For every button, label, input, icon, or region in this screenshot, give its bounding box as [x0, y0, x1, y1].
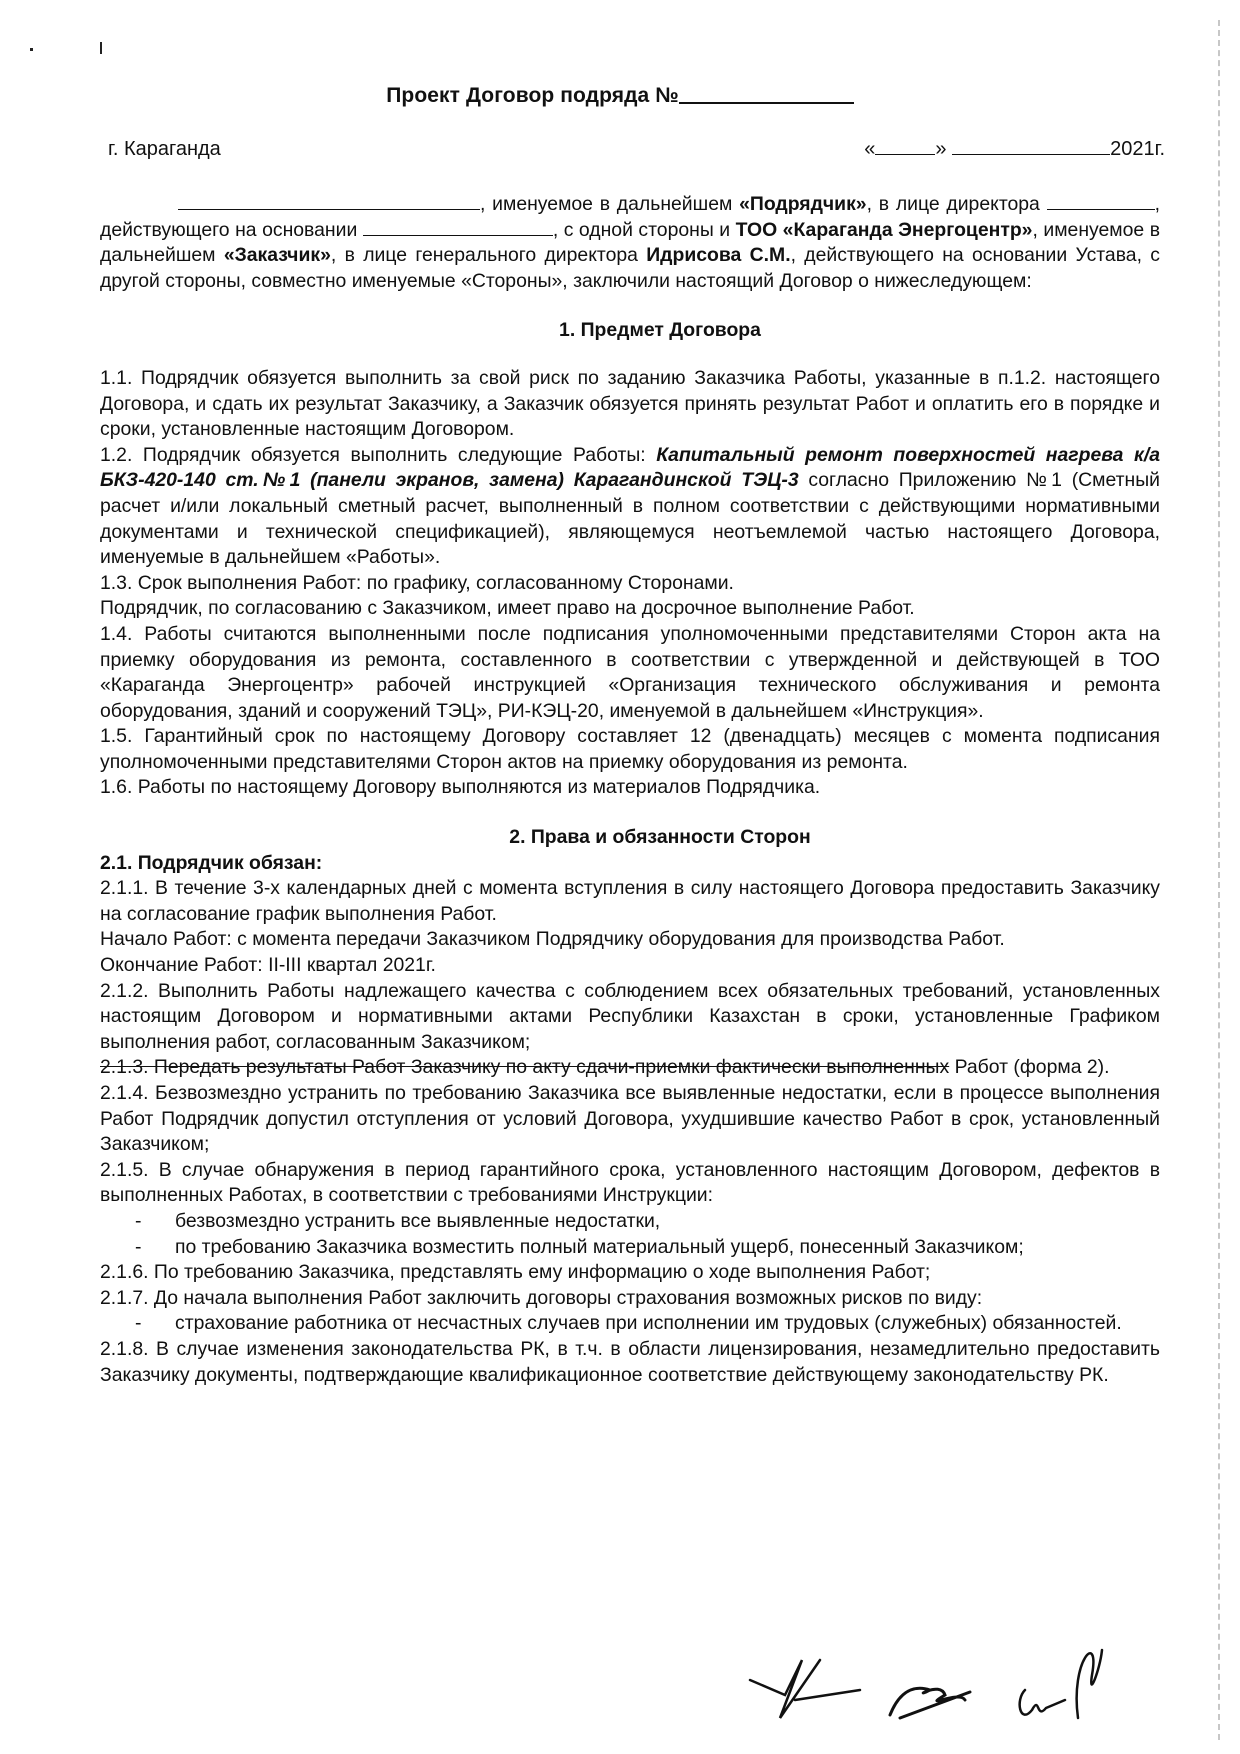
- list-item: - по требованию Заказчика возместить полный материальный ущерб, понесенный Заказчиком;: [100, 1235, 1160, 1261]
- signatures: [740, 1600, 1180, 1740]
- scan-mark: [100, 42, 102, 54]
- clause-1-3-note: Подрядчик, по согласованию с Заказчиком, имеет право на досрочное выполнение Работ.: [100, 597, 915, 620]
- clause-2-1-4: 2.1.4. Безвозмездно устранить по требованию Заказчика все выявленные недостатки, если в процессе выполнения Работ Подрядчик допустил отступления от условий Договора, ухудшившие качество Работ в срок, установленный Заказчиком;: [100, 1082, 1160, 1156]
- document-title: Проект Договор подряда №: [0, 84, 1240, 108]
- city: г. Караганда: [108, 138, 221, 160]
- clause-1-4: 1.4. Работы считаются выполненными после подписания уполномоченными представителями Сторон акта на приемку оборудования из ремонта, составленного в соответствии с утвержденной и действующей в ТОО «Караганда Энергоцентр» рабочей инструкцией «Организация технического обслуживания и ремонта оборудования, зданий и сооружений ТЭЦ», РИ-КЭЦ-20, именуемой в дальнейшем «Инструкция».: [100, 622, 1160, 722]
- section-heading: 1. Предмет Договора: [559, 319, 761, 342]
- struck-text: 2.1.3. Передать результаты Работ Заказчику по акту сдачи-приемки фактически выполненных: [100, 1056, 950, 1079]
- works-end: Окончание Работ: II-III квартал 2021г.: [100, 954, 436, 977]
- clause-1-1: 1.1. Подрядчик обязуется выполнить за свой риск по заданию Заказчика Работы, указанные в п.1.2. настоящего Договора, и сдать их результат Заказчику, а Заказчик обязуется принять результат Работ и оплатить его в порядке и сроки, установленные настоящим Договором.: [100, 366, 1160, 441]
- clause-2-1-2: 2.1.2. Выполнить Работы надлежащего качества с соблюдением всех обязательных требований, установленных настоящим Договором и нормативными актами Республики Казахстан в сроки, установленные Графиком выполнения работ, согласованным Заказчиком;: [100, 979, 1160, 1053]
- section-heading: 2. Права и обязанности Сторон: [509, 826, 811, 849]
- clause-2-1-6: 2.1.6. По требованию Заказчика, представлять ему информацию о ходе выполнения Работ;: [100, 1261, 931, 1284]
- clause-1-2: 1.2. Подрядчик обязуется выполнить следующие Работы: Капитальный ремонт поверхностей нагрева к/а БКЗ-420-140 ст.№1 (панели экранов, замена) Карагандинской ТЭЦ-3 согласно Приложению №1 (Сметный расчет и/или локальный сметный расчет, выполненный в полном соответствии с действующими нормативными документами и технической спецификацией), являющемуся неотъемлемой частью настоящего Договора, именуемые в дальнейшем «Работы».: [100, 443, 1160, 569]
- preamble: , именуемое в дальнейшем «Подрядчик», в лице директора , действующего на основании , с одной стороны и ТОО «Караганда Энергоцентр», именуемое в дальнейшем «Заказчик», в лице генерального директора Идрисова С.М., действующего на основании Устава, с другой стороны, совместно именуемые «Стороны», заключили настоящий Договор о нижеследующем:: [100, 193, 1160, 292]
- contract-date: « » 2021г.: [864, 138, 1165, 160]
- scan-edge: [1218, 20, 1226, 1740]
- signature-1: [750, 1660, 860, 1718]
- subsection-heading: 2.1. Подрядчик обязан:: [100, 851, 323, 874]
- scan-mark: [30, 48, 33, 51]
- works-start: Начало Работ: с момента передачи Заказчиком Подрядчику оборудования для производства Работ.: [100, 928, 1005, 951]
- signature-2: [890, 1688, 970, 1718]
- signature-3: [1020, 1650, 1102, 1718]
- clause-1-5: 1.5. Гарантийный срок по настоящему Договору составляет 12 (двенадцать) месяцев с момента подписания уполномоченными представителями Сторон актов на приемку оборудования из ремонта.: [100, 725, 1160, 773]
- clause-1-3: 1.3. Срок выполнения Работ: по графику, согласованному Сторонами.: [100, 571, 734, 594]
- list-item: - безвозмездно устранить все выявленные недостатки,: [100, 1209, 1160, 1235]
- document-body: [100, 192, 1160, 1388]
- clause-2-1-7: 2.1.7. До начала выполнения Работ заключить договоры страхования возможных рисков по виду:: [100, 1286, 983, 1309]
- clause-2-1-1: 2.1.1. В течение 3-х календарных дней с момента вступления в силу настоящего Договора предоставить Заказчику на согласование график выполнения Работ.: [100, 877, 1160, 925]
- clause-2-1-5: 2.1.5. В случае обнаружения в период гарантийного срока, установленного настоящим Договором, дефектов в выполненных Работах, в соответствии с требованиями Инструкции:: [100, 1158, 1160, 1207]
- clause-2-1-8: 2.1.8. В случае изменения законодательства РК, в т.ч. в области лицензирования, незамедлительно предоставить Заказчику документы, подтверждающие квалификационное соответствие действующему законодательству РК.: [100, 1337, 1160, 1386]
- clause-2-1-3: 2.1.3. Передать результаты Работ Заказчику по акту сдачи-приемки фактически выполненных Работ (форма 2).: [100, 1056, 1110, 1079]
- list-item: - страхование работника от несчастных случаев при исполнении им трудовых (служебных) обязанностей.: [100, 1311, 1160, 1337]
- clause-1-6: 1.6. Работы по настоящему Договору выполняются из материалов Подрядчика.: [100, 776, 821, 799]
